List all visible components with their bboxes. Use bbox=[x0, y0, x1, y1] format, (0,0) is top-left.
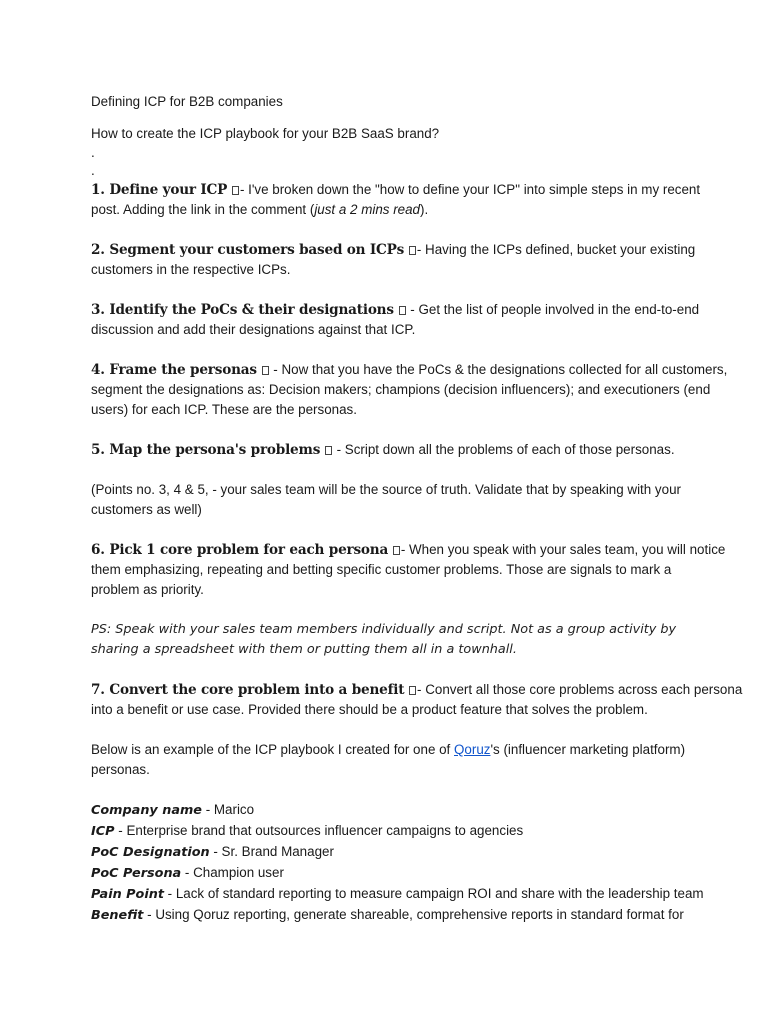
example-intro bbox=[91, 740, 691, 780]
step-7: 7. Convert the core problem into a benefit - Convert all those core problems across each persona into a benefit or use case. Provided there should be a product feature that solves the problem. bbox=[91, 680, 691, 720]
step-separator: - bbox=[269, 362, 282, 377]
step-text: customers in the respective ICPs. bbox=[91, 262, 291, 277]
step-number: 4 bbox=[91, 362, 101, 378]
field-value: - Marico bbox=[201, 802, 255, 817]
step-heading: Segment your customers based on ICPs bbox=[109, 242, 405, 258]
field-value: - Sr. Brand Manager bbox=[209, 844, 334, 859]
ps-note bbox=[91, 620, 691, 660]
step-2: 2. Segment your customers based on ICPs - Having the ICPs defined, bucket your existing customers in the respective ICPs. bbox=[91, 240, 691, 280]
step-separator: - bbox=[332, 442, 345, 457]
ps-label: PS bbox=[91, 622, 107, 637]
field-value: - Champion user bbox=[181, 865, 284, 880]
step-text: Now that you have the PoCs & the designations collected for all customers, bbox=[281, 362, 728, 377]
field-label: PoC Persona bbox=[91, 866, 182, 881]
field-row bbox=[91, 863, 691, 884]
step-text-italic: just a 2 mins read bbox=[314, 202, 420, 217]
missing-glyph-icon bbox=[409, 246, 416, 255]
step-number: 6 bbox=[91, 542, 101, 558]
step-heading: Define your ICP bbox=[109, 182, 228, 198]
note-text: (Points no. 3, 4 & 5, - your sales team will be the source of truth. Validate that by speaking with your bbox=[91, 482, 681, 497]
example-text: 's (influencer marketing platform) bbox=[490, 742, 686, 757]
field-label: Benefit bbox=[91, 908, 144, 923]
step-separator: - bbox=[406, 302, 419, 317]
step-6: 6. Pick 1 core problem for each persona - When you speak with your sales team, you will notice them emphasizing, repeating and betting specific customer problems. Those are signals to mark a problem as priority. bbox=[91, 540, 691, 600]
field-row bbox=[91, 842, 691, 863]
step-heading: Pick 1 core problem for each persona bbox=[109, 542, 389, 558]
points-note bbox=[91, 480, 691, 520]
step-separator: - bbox=[416, 242, 426, 257]
note-text: customers as well) bbox=[91, 502, 202, 517]
step-4: 4. Frame the personas - Now that you have the PoCs & the designations collected for all customers, segment the designations as: Decision makers; champions (decision influencers); and executioners (end users) for each ICP. These are the personas. bbox=[91, 360, 691, 420]
step-heading: Map the persona's problems bbox=[109, 442, 321, 458]
field-row bbox=[91, 905, 691, 926]
field-value: - Enterprise brand that outsources influencer campaigns to agencies bbox=[114, 823, 524, 838]
step-1: 1. Define your ICP - I've broken down the "how to define your ICP" into simple steps in my recent post. Adding the link in the comment (just a 2 mins read). bbox=[91, 182, 701, 217]
example-text: personas. bbox=[91, 762, 150, 777]
step-number: 3 bbox=[91, 302, 101, 318]
field-label: Pain Point bbox=[91, 887, 164, 902]
field-value: - Lack of standard reporting to measure campaign ROI and share with the leadership team bbox=[163, 886, 704, 901]
missing-glyph-icon bbox=[232, 186, 239, 195]
field-row bbox=[91, 884, 704, 905]
step-text: discussion and add their designations against that ICP. bbox=[91, 322, 416, 337]
step-text: into a benefit or use case. Provided there should be a product feature that solves the problem. bbox=[91, 702, 648, 717]
step-number: 1 bbox=[91, 182, 101, 198]
step-number: 7 bbox=[91, 682, 101, 698]
ps-text: : Speak with your sales team members individually and script. Not as a group activity by bbox=[106, 622, 677, 637]
step-heading: Identify the PoCs & their designations bbox=[109, 302, 394, 318]
step-text: Script down all the problems of each of those personas. bbox=[344, 442, 675, 457]
field-row bbox=[91, 821, 691, 842]
step-heading: Frame the personas bbox=[109, 362, 257, 378]
step-separator: - bbox=[239, 182, 249, 197]
field-label: PoC Designation bbox=[91, 845, 210, 860]
missing-glyph-icon bbox=[393, 546, 400, 555]
step-text: When you speak with your sales team, you will notice bbox=[409, 542, 726, 557]
step-text: Get the list of people involved in the end-to-end bbox=[418, 302, 700, 317]
step-number: 5 bbox=[91, 442, 101, 458]
dot-line: . bbox=[91, 163, 95, 178]
step-text: Convert all those core problems across each persona bbox=[425, 682, 743, 697]
step-3: 3. Identify the PoCs & their designations - Get the list of people involved in the end-to-end discussion and add their designations against that ICP. bbox=[91, 300, 691, 340]
document-body bbox=[91, 92, 743, 926]
example-text: Below is an example of the ICP playbook I created for one of bbox=[91, 742, 454, 757]
dot-line: . bbox=[91, 145, 95, 160]
step-number: 2 bbox=[91, 242, 101, 258]
ps-text: sharing a spreadsheet with them or putting them all in a townhall. bbox=[91, 642, 517, 657]
persona-fields bbox=[91, 800, 704, 926]
step-text: post. Adding the link in the comment ( bbox=[91, 202, 315, 217]
field-label: ICP bbox=[91, 824, 115, 839]
step-text: Having the ICPs defined, bucket your existing bbox=[425, 242, 696, 257]
step-text: them emphasizing, repeating and betting specific customer problems. Those are signals to mark a bbox=[91, 562, 672, 577]
step-separator: - bbox=[417, 682, 426, 697]
field-row bbox=[91, 800, 691, 821]
step-text: ). bbox=[420, 202, 429, 217]
step-5: 5. Map the persona's problems - Script down all the problems of each of those personas. bbox=[91, 442, 675, 458]
missing-glyph-icon bbox=[262, 366, 269, 375]
step-heading: Convert the core problem into a benefit bbox=[109, 682, 405, 698]
step-text: problem as priority. bbox=[91, 582, 204, 597]
step-text: segment the designations as: Decision makers; champions (decision influencers); and executioners (end bbox=[91, 382, 711, 397]
field-label: Company name bbox=[91, 803, 202, 818]
step-text: users) for each ICP. These are the personas. bbox=[91, 402, 357, 417]
missing-glyph-icon bbox=[409, 686, 416, 695]
step-text: I've broken down the "how to define your ICP" into simple steps in my recent bbox=[248, 182, 701, 197]
step-separator: - bbox=[400, 542, 410, 557]
missing-glyph-icon bbox=[325, 446, 332, 455]
document-title: Defining ICP for B2B companies bbox=[91, 94, 283, 109]
field-value: - Using Qoruz reporting, generate shareable, comprehensive reports in standard format for bbox=[143, 907, 684, 922]
missing-glyph-icon bbox=[399, 306, 406, 315]
qoruz-link[interactable]: Qoruz bbox=[454, 742, 491, 757]
question-line: How to create the ICP playbook for your B2B SaaS brand? bbox=[91, 126, 440, 141]
